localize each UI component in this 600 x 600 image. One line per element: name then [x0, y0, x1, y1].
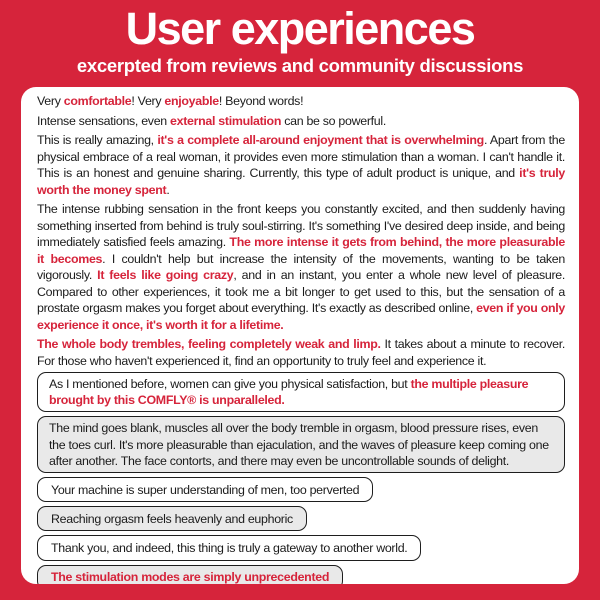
review-text: The mind goes blank, muscles all over the body tremble in orgasm, blood pressure rises, even the toes curl. It's more pleasurable than ejaculation, and the waves of pleasure keep coming one after another. The face contorts, and there may even be uncontrollable sounds of delight. — [49, 421, 549, 468]
review-paragraph — [37, 201, 565, 333]
review-text: . Apart from the physical embrace of a real woman, it provides even more stimulation than a woman. I can't handle it. This is an honest and genuine sharing. Currently, this type of adult product is unique, and — [37, 133, 565, 180]
review-text: Intense sensations, even — [37, 113, 171, 128]
highlighted-phrase: even if you only experience it once, it's worth it for a lifetime. — [37, 301, 565, 332]
review-text: can be so powerful. — [281, 113, 386, 128]
page-subtitle: excerpted from reviews and community discussions — [76, 55, 524, 76]
review-text: . I couldn't help but increase the intensity of the movements, wanting to be taken vigorously. — [37, 251, 565, 282]
review-text: Reaching orgasm feels heavenly and euphoric — [51, 511, 293, 526]
highlighted-phrase: it's truly worth the money spent — [37, 166, 566, 197]
highlighted-phrase: it's a complete all-around enjoyment that is overwhelming — [157, 133, 484, 147]
review-text: Thank you, and indeed, this thing is truly a gateway to another world. — [51, 540, 408, 555]
review-text: ! Beyond words! — [218, 94, 304, 108]
review-text: The intense rubbing sensation in the front keeps you constantly excited, and then suddenly having something inserted from behind is truly soul-stirring. It's something I've desired deep inside, and being immediately satisfied feels amazing. — [37, 202, 565, 249]
review-text: Very — [37, 94, 64, 108]
review-paragraph — [37, 93, 565, 110]
highlighted-phrase: enjoyable — [164, 94, 219, 108]
highlighted-phrase: The stimulation modes are simply unprecedented — [51, 570, 330, 584]
quote-box — [37, 372, 565, 412]
review-text: . — [166, 182, 170, 197]
review-paragraph — [37, 336, 565, 369]
page-title: User experiences — [125, 3, 475, 54]
review-text: It takes about a minute to recover. For those who haven't experienced it, find an opportunity to truly feel and experience it. — [37, 337, 565, 368]
review-paragraph — [37, 113, 565, 130]
review-text: Your machine is super understanding of men, too perverted — [51, 482, 360, 497]
poster-header — [0, 0, 600, 77]
quote-boxes — [37, 372, 565, 584]
review-paragraph — [37, 132, 565, 198]
quote-box — [37, 565, 343, 584]
review-text: As I mentioned before, women can give you physical satisfaction, but — [49, 377, 411, 391]
quote-box — [37, 506, 307, 531]
quote-box — [37, 535, 421, 560]
review-paragraphs — [37, 93, 565, 369]
highlighted-phrase: The more intense it gets from behind, the more pleasurable it becomes — [37, 235, 565, 266]
review-text: , and in an instant, you enter a whole new level of pleasure. Compared to other experiences, it took me a bit longer to get used to this, but the sensation of a prostate orgasm makes you forget about everything. It's exactly as described online, — [37, 268, 566, 315]
review-text: ! Very — [131, 94, 165, 108]
reviews-card — [21, 87, 579, 584]
quote-box — [37, 416, 565, 473]
highlighted-phrase: the multiple pleasure brought by this COMFLY® is unparalleled. — [49, 377, 529, 408]
highlighted-phrase: external stimulation — [170, 113, 282, 128]
quote-box — [37, 477, 373, 502]
highlighted-phrase: comfortable — [63, 94, 132, 108]
review-text: This is really amazing, — [37, 133, 158, 147]
highlighted-phrase: It feels like going crazy — [97, 268, 234, 282]
highlighted-phrase: The whole body trembles, feeling completely weak and limp. — [37, 337, 381, 351]
